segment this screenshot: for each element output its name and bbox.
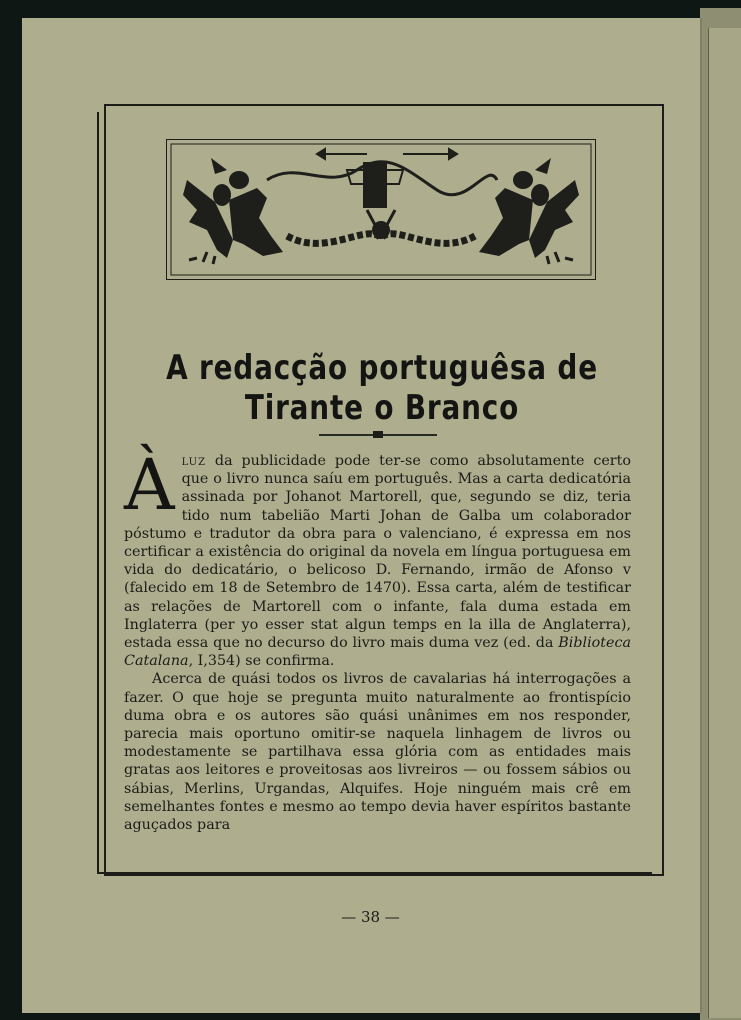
facing-page-edge [708,28,741,1018]
paragraph-1-text: da publicidade pode ter-se como absolutamente certo que o livro nunca saíu em português. Mas a carta dedicatória assinada por Johanot Martorell, que, segundo se diz, teria tido num tabelião Marti Johan de Galba um colaborador póstumo e tradutor da obra para o valenciano, é expressa em nos certificar a existência do original da novela em língua portuguesa em vida do dedicatário, o belicoso D. Fernando, irmão de Afonso v (falecido em 18 de Setembro de 1470). Essa carta, além de testificar as relações de Martorell com o infante, fala duma estada em Inglaterra (per yo esser stat algun temps en la illa de Anglaterra), estada essa que no decurso do livro mais duma vez (ed. da [124,453,631,652]
ornamental-banner [166,139,596,280]
ornament-engraving-icon [167,140,595,279]
paragraph-1 [124,444,631,670]
first-word: luz [181,453,207,469]
drop-cap: À [124,444,175,526]
article-body [124,444,631,834]
citation-title: Biblioteca Catalana [124,635,631,670]
paragraph-2: Acerca de quási todos os livros de cavalarias há interrogações a fazer. O que hoje se pregunta muito naturalmente ao frontispício duma obra e os autores são quási unânimes em nos responder, parecia mais oportuno omitir-se naquela linhagem de livros ou modestamente se partilhava essa glória com as entidades mais gratas aos leitores e proveitosas aos livreiros — ou fossem sábios ou sábias, Merlins, Urgandas, Alquifes. Hoje ninguém mais crê em semelhantes fontes e mesmo ao tempo devia haver espíritos bastante aguçados para [124,671,631,834]
paragraph-1-end: , I,354) se confirma. [188,653,335,670]
article-title: A redacção portuguêsa de Tirante o Branco [166,348,598,428]
page-number: — 38 — [341,908,400,926]
title-divider-ornament [373,431,383,438]
